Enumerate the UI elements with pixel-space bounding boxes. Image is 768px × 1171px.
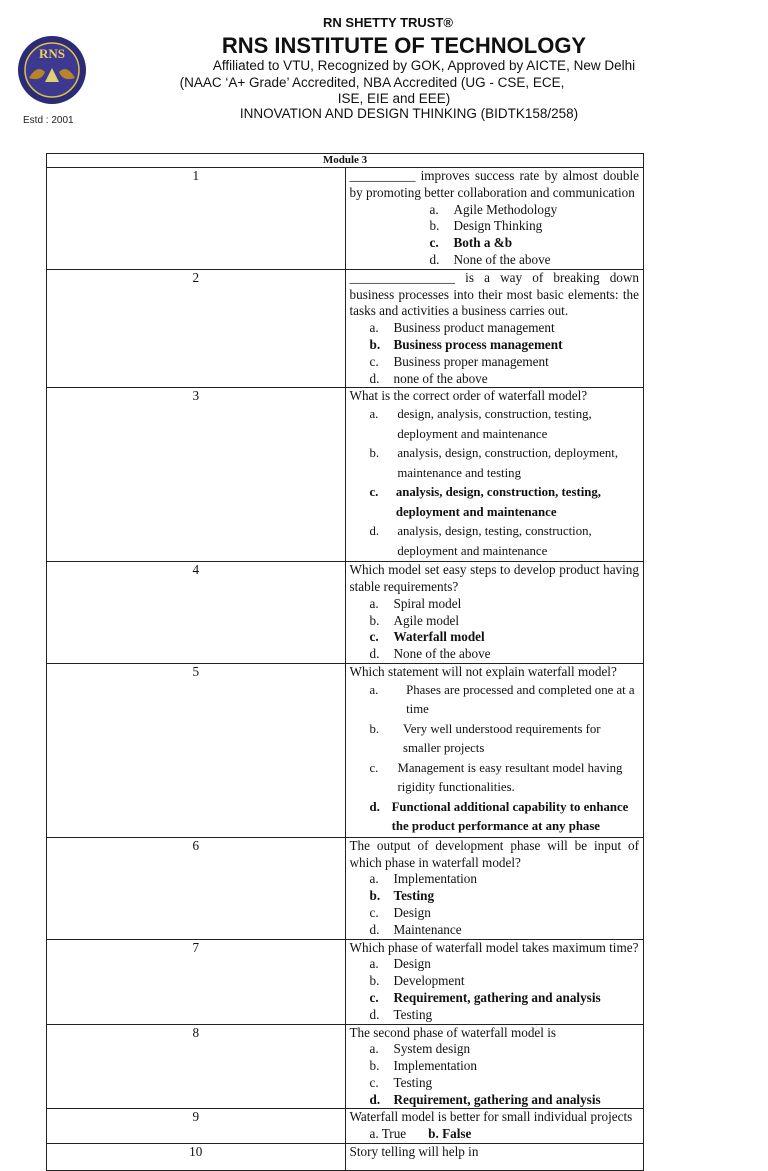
option-text: analysis, design, construction, deployment, maintenance and testing (397, 446, 619, 480)
answer-option (350, 1092, 640, 1109)
option-text: analysis, design, construction, testing, deployment and maintenance (395, 485, 601, 519)
option-letter: d. (369, 370, 380, 386)
logo-lettering: RNS (38, 46, 66, 61)
affiliation-line: Affiliated to VTU, Recognized by GOK, Approved by AICTE, New Delhi (212, 58, 636, 73)
option-letter: c. (369, 353, 379, 369)
established-year: Estd : 2001 (23, 115, 74, 126)
option-list (350, 202, 640, 269)
option-list (350, 1126, 640, 1143)
option-letter: a. (369, 407, 379, 422)
option-item (350, 759, 640, 798)
question-stem: __________ improves success rate by almost double by promoting better collaboration and communication (349, 168, 639, 200)
option-text: Business process management (393, 336, 563, 352)
institute-name: RNS INSTITUTE OF TECHNOLOGY (221, 33, 587, 58)
option-text: Management is easy resultant model having rigidity functionalities. (397, 760, 623, 795)
question-stem: Which statement will not explain waterfall model? (349, 663, 617, 679)
accreditation-line: (NAAC ‘A+ Grade’ Accredited, NBA Accredited (UG - CSE, ECE, (179, 75, 565, 90)
option-text: Very well understood requirements for smaller projects (402, 721, 601, 756)
option-list (350, 1041, 640, 1108)
accreditation-line-2: ISE, EIE and EEE) (337, 91, 451, 106)
question-row (47, 939, 644, 1024)
option-list (350, 320, 640, 387)
question-cell (345, 837, 644, 939)
trust-name: RN SHETTY TRUST® (323, 15, 453, 30)
option-item (350, 720, 640, 759)
option-text: Maintenance (393, 921, 462, 937)
question-cell (345, 269, 644, 388)
option-text: Waterfall model (393, 629, 485, 645)
option-item (350, 596, 640, 613)
option-list (350, 596, 640, 663)
module-header-row (47, 154, 644, 168)
answer-option (350, 483, 640, 522)
option-letter: b. (369, 1058, 380, 1074)
question-number: 2 (47, 269, 346, 388)
question-cell (345, 562, 644, 664)
question-cell (345, 1144, 644, 1171)
option-item (350, 371, 640, 388)
option-letter: a. (369, 595, 379, 611)
option-text: Requirement, gathering and analysis (393, 1091, 601, 1107)
course-title: INNOVATION AND DESIGN THINKING (BIDTK158/258) (239, 106, 579, 121)
question-cell (345, 939, 644, 1024)
option-letter: a. (369, 1041, 379, 1057)
question-row (47, 1024, 644, 1109)
option-letter: a. (429, 201, 439, 217)
option-letter: c. (369, 1074, 379, 1090)
option-item (350, 1007, 640, 1024)
option-item (350, 252, 640, 269)
option-text: Testing (393, 1006, 433, 1022)
option-letter: c. (369, 989, 379, 1005)
option-letter: b. (369, 888, 381, 904)
option-text: None of the above (393, 646, 491, 662)
option-letter: d. (369, 1006, 380, 1022)
option-letter: c. (369, 485, 379, 500)
option-text: Agile model (393, 612, 460, 628)
option-letter: b. (369, 721, 380, 736)
option-letter: b. (369, 446, 380, 461)
question-number: 8 (47, 1024, 346, 1109)
answer-option (350, 888, 640, 905)
option-letter: b. (369, 973, 380, 989)
option-text: Functional additional capability to enhance the product performance at any phase (391, 799, 629, 834)
question-row (47, 1109, 644, 1144)
option-letter: b. (369, 336, 381, 352)
option-item (350, 405, 640, 444)
question-cell (345, 1024, 644, 1109)
question-number: 7 (47, 939, 346, 1024)
option-text: Implementation (393, 871, 477, 887)
question-number: 9 (47, 1109, 346, 1144)
option-item (350, 320, 640, 337)
question-stem: Waterfall model is better for small individual projects (349, 1109, 633, 1125)
option-list (350, 956, 640, 1023)
option-letter: b. (369, 612, 380, 628)
option-item (350, 613, 640, 630)
option-letter: c. (369, 629, 379, 645)
question-cell (345, 168, 644, 270)
question-number: 4 (47, 562, 346, 664)
option-text: Design (393, 904, 431, 920)
question-table (46, 153, 644, 1171)
option-text: Testing (393, 888, 435, 904)
module-title: Module 3 (47, 154, 644, 168)
option-text: Spiral model (393, 595, 462, 611)
question-number: 3 (47, 388, 346, 562)
question-stem: Story telling will help in (349, 1144, 479, 1160)
option-letter: c. (369, 760, 379, 775)
question-row (47, 168, 644, 270)
question-number: 10 (47, 1144, 346, 1171)
option-text: Testing (393, 1074, 433, 1090)
option-letter: a. (369, 871, 379, 887)
option-item (350, 1075, 640, 1092)
question-stem: Which model set easy steps to develop product having stable requirements? (349, 562, 639, 594)
option-letter: a. (369, 320, 379, 336)
option-item (350, 871, 640, 888)
answer-option (350, 990, 640, 1007)
question-stem: What is the correct order of waterfall model? (349, 388, 588, 404)
option-item (350, 202, 640, 219)
question-stem: Which phase of waterfall model takes maximum time? (349, 939, 639, 955)
question-stem: The second phase of waterfall model is (349, 1024, 557, 1040)
option-item (350, 956, 640, 973)
option-letter: a. (369, 956, 379, 972)
answer-option (350, 235, 640, 252)
question-number: 1 (47, 168, 346, 270)
option-text: Business product management (393, 320, 555, 336)
question-cell (345, 663, 644, 837)
option-letter: d. (369, 524, 380, 539)
question-row (47, 663, 644, 837)
option-item (350, 218, 640, 235)
option-list (350, 405, 640, 561)
option-letter: c. (429, 235, 439, 251)
option-item (350, 646, 640, 663)
option-text: None of the above (453, 251, 551, 267)
answer-option (350, 629, 640, 646)
option-text: Implementation (393, 1058, 477, 1074)
question-number: 5 (47, 663, 346, 837)
option-item: a. True (369, 1126, 407, 1142)
answer-option: b. False (428, 1126, 472, 1142)
question-row (47, 388, 644, 562)
option-item (350, 522, 640, 561)
option-item (350, 354, 640, 371)
question-row (47, 837, 644, 939)
option-letter: d. (369, 921, 380, 937)
option-text: Phases are processed and completed one at a time (406, 682, 635, 717)
option-text: Both a &b (453, 235, 513, 251)
question-row (47, 562, 644, 664)
answer-option (350, 798, 640, 837)
question-row (47, 1144, 644, 1171)
option-item (350, 905, 640, 922)
option-list (350, 871, 640, 938)
option-text: none of the above (393, 370, 488, 386)
option-item (350, 681, 640, 720)
question-stem: ________________ is a way of breaking down business processes into their most basic elements: the tasks and activities a business carries out. (349, 269, 639, 319)
option-text: Design Thinking (453, 218, 543, 234)
answer-option (350, 337, 640, 354)
option-text: Requirement, gathering and analysis (393, 989, 601, 1005)
question-row (47, 269, 644, 388)
option-text: design, analysis, construction, testing, deployment and maintenance (397, 407, 592, 441)
option-text: Business proper management (393, 353, 549, 369)
option-text: analysis, design, testing, construction, deployment and maintenance (397, 524, 592, 558)
question-number: 6 (47, 837, 346, 939)
question-stem: The output of development phase will be input of which phase in waterfall model? (349, 837, 639, 870)
question-cell (345, 388, 644, 562)
option-text: Agile Methodology (453, 201, 558, 217)
option-item (350, 922, 640, 939)
option-item (350, 444, 640, 483)
option-list (350, 681, 640, 837)
option-text: Development (393, 973, 465, 989)
option-letter: b. (429, 218, 440, 234)
question-cell (345, 1109, 644, 1144)
option-item (350, 1058, 640, 1075)
option-letter: c. (369, 904, 379, 920)
option-letter: d. (429, 251, 440, 267)
option-letter: d. (369, 1091, 381, 1107)
option-text: Design (393, 956, 431, 972)
option-letter: a. (369, 682, 379, 697)
option-letter: d. (369, 646, 380, 662)
option-text: System design (393, 1041, 471, 1057)
option-item (350, 1041, 640, 1058)
option-letter: d. (369, 799, 380, 814)
option-item (350, 973, 640, 990)
